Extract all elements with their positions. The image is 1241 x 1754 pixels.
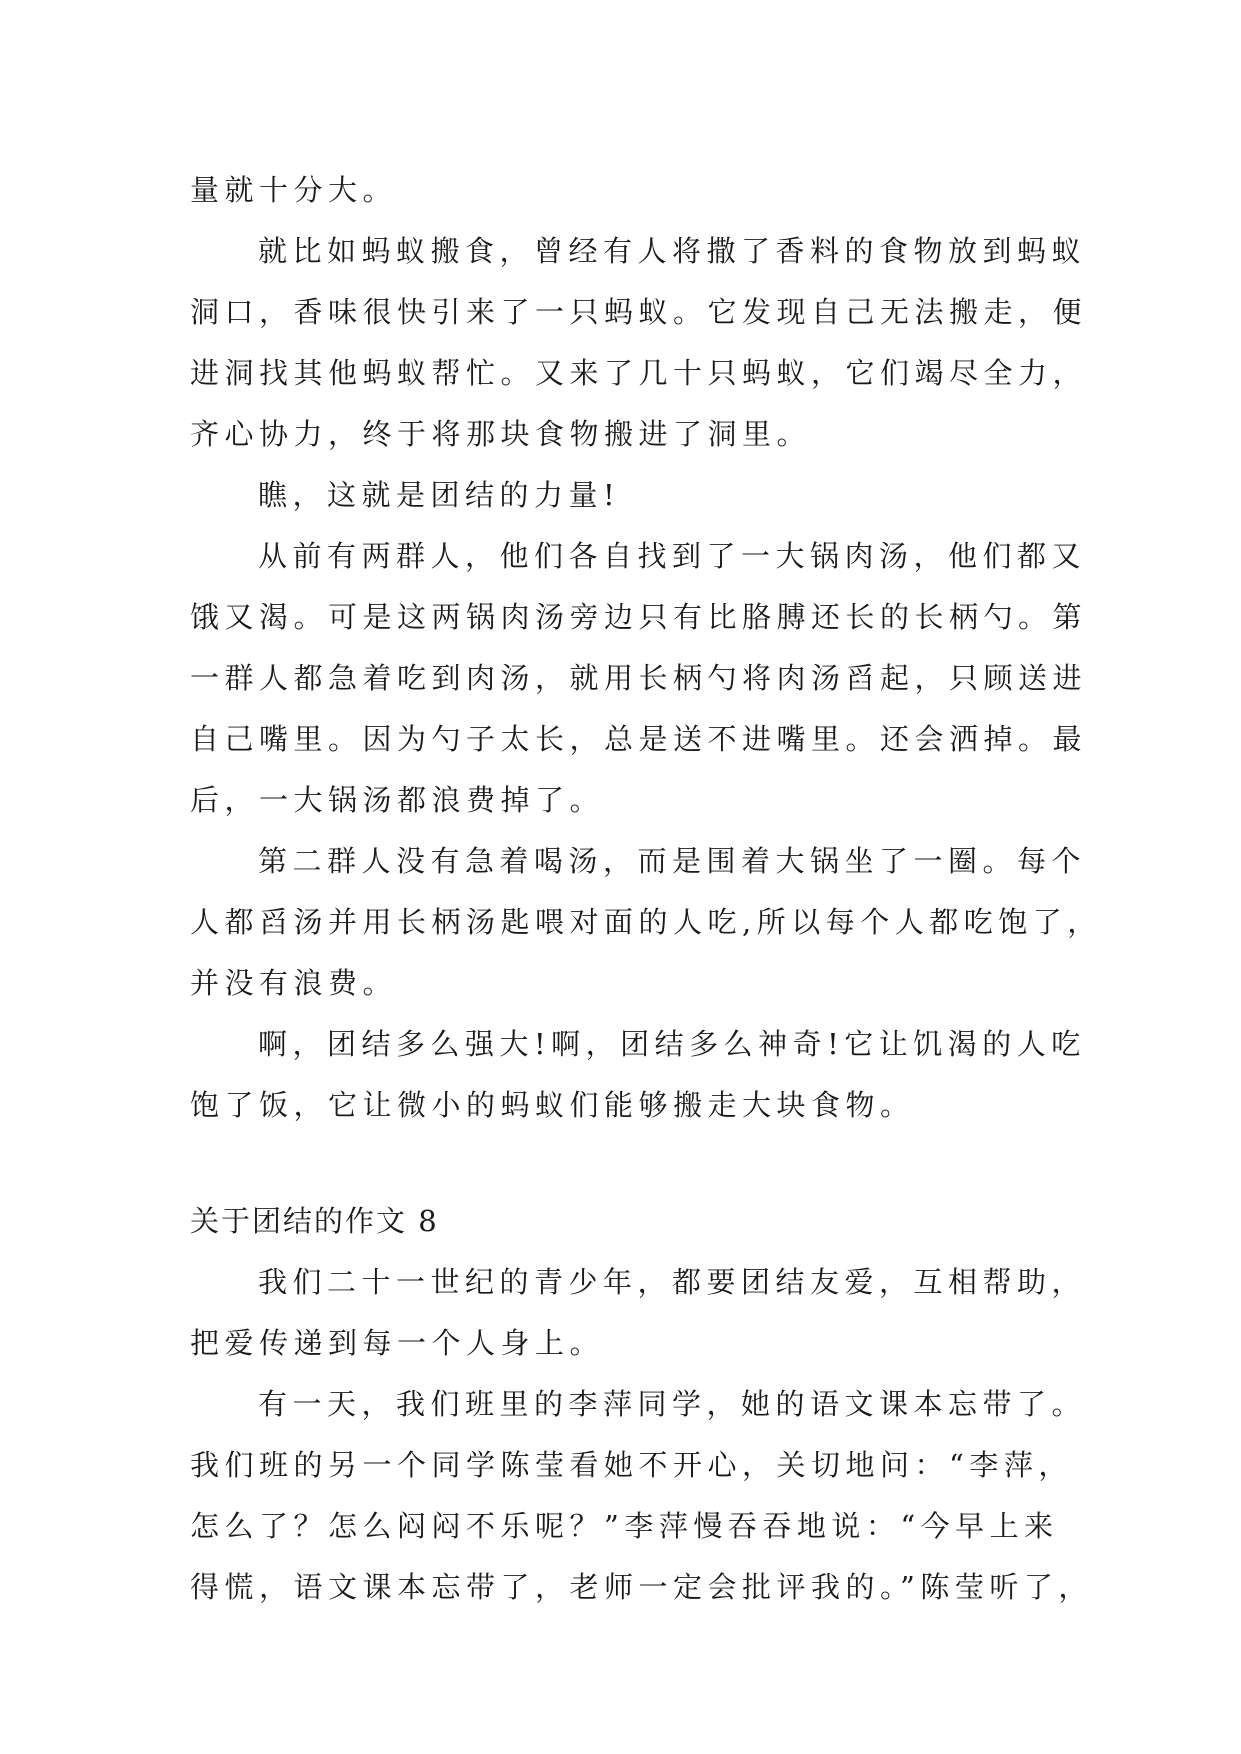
text-line: 量就十分大。 [190,173,398,207]
text-line: 后，一大锅汤都浪费掉了。 [190,783,605,817]
text-line: 自己嘴里。因为勺子太长，总是送不进嘴里。还会洒掉。最 [190,722,1088,756]
text-line: 饿又渴。可是这两锅肉汤旁边只有比胳膊还长的长柄勺。第 [190,600,1088,634]
text-line: 人都舀汤并用长柄汤匙喂对面的人吃,所以每个人都吃饱了， [190,905,1102,939]
paragraph-start-line: 瞧，这就是团结的力量! [258,478,621,512]
text-line: 进洞找其他蚂蚁帮忙。又来了几十只蚂蚁，它们竭尽全力， [190,356,1088,390]
text-line: 把爱传递到每一个人身上。 [190,1326,605,1360]
text-line: 并没有浪费。 [190,966,398,1000]
paragraph-start-line: 啊，团结多么强大!啊，团结多么神奇!它让饥渴的人吃 [258,1027,1086,1061]
text-line: 一群人都急着吃到肉汤，就用长柄勺将肉汤舀起，只顾送进 [190,661,1088,695]
section-title: 关于团结的作文 8 [190,1204,439,1238]
text-line: 齐心协力，终于将那块食物搬进了洞里。 [190,417,812,451]
paragraph-start-line: 就比如蚂蚁搬食，曾经有人将撒了香料的食物放到蚂蚁 [258,234,1087,268]
text-line: 我们班的另一个同学陈莹看她不开心，关切地问：“李萍， [190,1448,1073,1482]
essay-body [190,160,1102,1618]
text-line: 饱了饭，它让微小的蚂蚁们能够搬走大块食物。 [190,1088,915,1122]
paragraph-start-line: 我们二十一世纪的青少年，都要团结友爱，互相帮助， [258,1265,1087,1299]
paragraph-start-line: 第二群人没有急着喝汤，而是围着大锅坐了一圈。每个 [258,844,1087,878]
text-line: 洞口，香味很快引来了一只蚂蚁。它发现自己无法搬走，便 [190,295,1088,329]
paragraph-start-line: 从前有两群人，他们各自找到了一大锅肉汤，他们都又 [258,539,1087,573]
paragraph-start-line: 有一天，我们班里的李萍同学，她的语文课本忘带了。 [258,1387,1087,1421]
section-gap [190,1136,1070,1191]
text-line: 怎么了？怎么闷闷不乐呢？”李萍慢吞吞地说：“今早上来 [190,1509,1059,1543]
text-line: 得慌，语文课本忘带了，老师一定会批评我的。”陈莹听了， [190,1570,1093,1604]
